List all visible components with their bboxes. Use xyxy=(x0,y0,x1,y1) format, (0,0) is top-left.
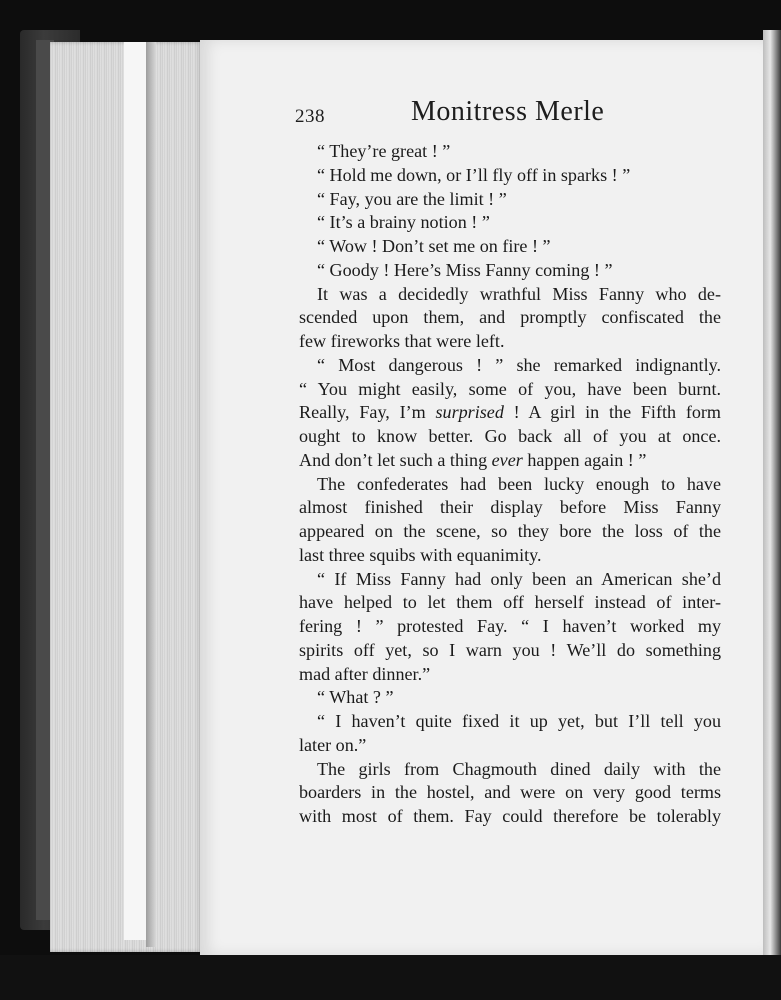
text-line: last three squibs with equanimity. xyxy=(299,544,542,565)
page-stack-highlight xyxy=(124,42,146,940)
text-line: “ Most dangerous ! ” she remarked indignantly. xyxy=(317,354,721,375)
line-text-after: happen again ! ” xyxy=(522,449,647,470)
text-line: fering ! ” protested Fay. “ I haven’t worked my xyxy=(299,616,721,636)
body-text xyxy=(299,140,721,829)
text-line: with most of them. Fay could therefore be tolerably xyxy=(299,806,721,826)
text-line: “ I haven’t quite fixed it up yet, but I’ll tell you xyxy=(317,711,721,731)
line-text: “ Hold me down, or I’ll fly off in sparks ! ” xyxy=(317,164,631,185)
text-line: The girls from Chagmouth dined daily with the xyxy=(317,758,721,779)
page-header xyxy=(295,96,725,136)
text-line: have helped to let them off herself instead of inter- xyxy=(299,592,721,613)
text-line: spirits off yet, so I warn you ! We’ll do something xyxy=(299,639,721,660)
text-line xyxy=(299,164,721,188)
text-line xyxy=(299,188,721,212)
text-line: almost finished their display before Miss Fanny xyxy=(299,497,721,518)
line-text-after: ! A girl in the Fifth form xyxy=(503,402,721,423)
line-text-before: Really, Fay, I’m xyxy=(299,402,436,423)
text-line: “ You might easily, some of you, have been burnt. xyxy=(299,378,721,399)
text-line: later on.” xyxy=(299,734,367,755)
page-stack-shadow xyxy=(146,42,156,947)
text-line: “ What ? ” xyxy=(317,687,394,708)
text-line xyxy=(299,259,721,283)
line-text: “ Goody ! Here’s Miss Fanny coming ! ” xyxy=(317,259,613,280)
page-right-edge xyxy=(763,30,781,960)
text-line xyxy=(299,449,721,473)
line-text: “ Fay, you are the limit ! ” xyxy=(317,188,507,209)
line-text: “ It’s a brainy notion ! ” xyxy=(317,212,490,233)
text-line: The confederates had been lucky enough to have xyxy=(317,473,721,494)
text-line xyxy=(299,235,721,259)
bottom-background xyxy=(0,955,781,1000)
text-line xyxy=(299,140,721,164)
text-line: mad after dinner.” xyxy=(299,663,431,684)
running-title: Monitress Merle xyxy=(411,96,605,127)
text-line: “ If Miss Fanny had only been an American she’d xyxy=(317,568,721,589)
page-number: 238 xyxy=(295,106,325,127)
text-line: appeared on the scene, so they bore the loss of the xyxy=(299,521,721,541)
text-line: few fireworks that were left. xyxy=(299,331,505,351)
line-text: “ Wow ! Don’t set me on fire ! ” xyxy=(317,236,551,256)
emphasis: surprised xyxy=(435,402,504,423)
text-line: ought to know better. Go back all of you at once. xyxy=(299,426,721,446)
text-line: boarders in the hostel, and were on very good terms xyxy=(299,782,721,803)
text-line: It was a decidedly wrathful Miss Fanny who de- xyxy=(317,283,721,304)
line-text-before: And don’t let such a thing xyxy=(299,449,492,470)
emphasis: ever xyxy=(491,449,523,470)
text-line xyxy=(299,401,721,425)
line-text: “ They’re great ! ” xyxy=(317,141,451,161)
text-line xyxy=(299,211,721,235)
text-line: scended upon them, and promptly confiscated the xyxy=(299,307,721,328)
